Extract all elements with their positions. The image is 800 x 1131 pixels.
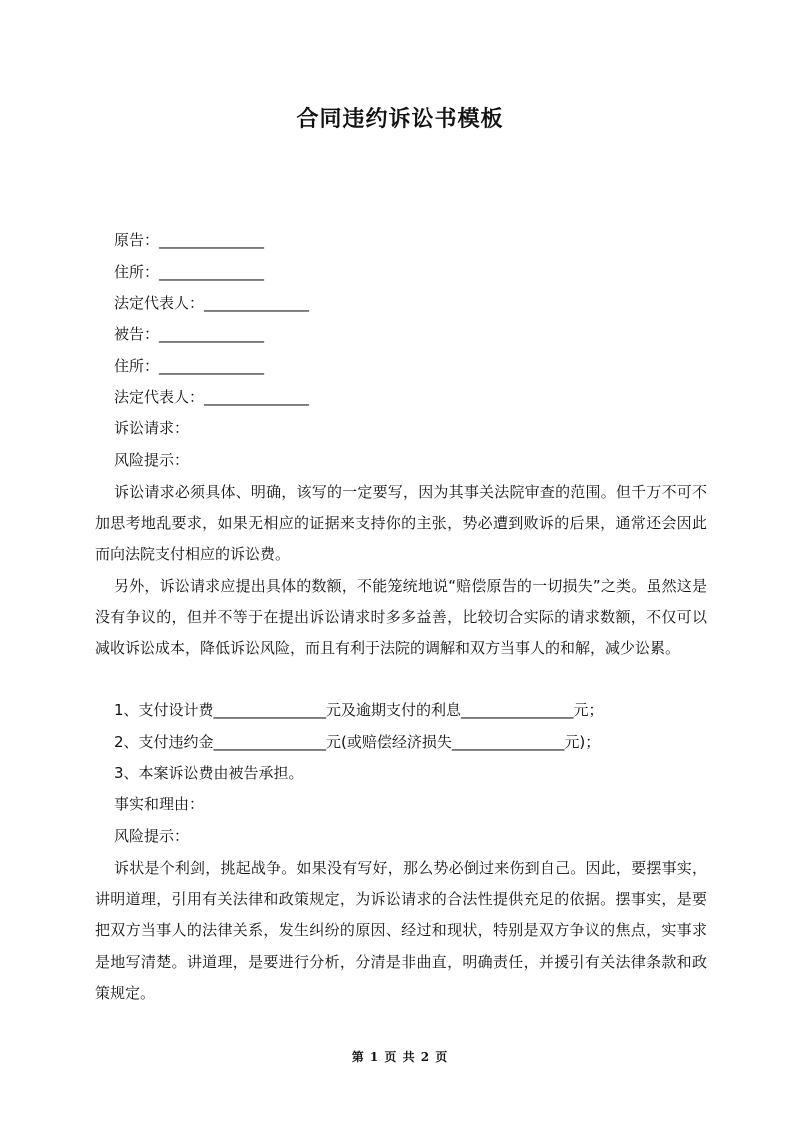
defendant-representative-label: 法定代表人： bbox=[114, 388, 205, 406]
risk-heading-2: 风险提示： bbox=[114, 827, 190, 845]
defendant-representative-blank: ______________ bbox=[204, 388, 310, 406]
defendant-address-blank: ______________ bbox=[159, 357, 265, 375]
plaintiff-representative-field bbox=[114, 293, 309, 313]
plaintiff-address-blank: ______________ bbox=[159, 263, 265, 281]
defendant-label: 被告： bbox=[114, 325, 160, 343]
facts-heading: 事实和理由： bbox=[114, 795, 205, 813]
plaintiff-address-label: 住所： bbox=[114, 263, 160, 281]
defendant-blank: ______________ bbox=[159, 325, 265, 343]
claim-item-2: 2、支付违约金_______________元(或赔偿经济损失_______________元)； bbox=[114, 733, 601, 751]
risk-paragraph-2: 另外，诉讼请求应提出具体的数额，不能笼统地说“赔偿原告的一切损失”之类。虽然这是没有争议的，但并不等于在提出诉讼请求时多多益善，比较切合实际的请求数额，不仅可以减收诉讼成本，降低诉讼风险，而且有利于法院的调解和双方当事人的和解，减少讼累。 bbox=[95, 577, 707, 658]
risk-heading-1: 风险提示： bbox=[114, 451, 190, 469]
defendant-address-field bbox=[114, 356, 264, 376]
defendant-field bbox=[114, 324, 264, 344]
claim-item-1: 1、支付设计费_______________元及逾期支付的利息_______________元； bbox=[114, 701, 604, 719]
plaintiff-representative-blank: ______________ bbox=[204, 294, 310, 312]
risk-paragraph-3: 诉状是个利剑，挑起战争。如果没有写好，那么势必倒过来伤到自己。因此，要摆事实，讲明道理，引用有关法律和政策规定，为诉讼请求的合法性提供充足的依据。摆事实，是要把双方当事人的法律关系，发生纠纷的原因、经过和现状，特别是双方争议的焦点，实事求是地写清楚。讲道理，是要进行分析，分清是非曲直，明确责任，并援引有关法律条款和政策规定。 bbox=[95, 859, 707, 1002]
defendant-address-label: 住所： bbox=[114, 357, 160, 375]
page-number: 第 1 页 共 2 页 bbox=[351, 1050, 449, 1064]
claim-item-3: 3、本案诉讼费由被告承担。 bbox=[114, 764, 304, 782]
plaintiff-field bbox=[114, 230, 264, 250]
claims-heading: 诉讼请求： bbox=[114, 419, 190, 437]
plaintiff-label: 原告： bbox=[114, 231, 160, 249]
plaintiff-address-field bbox=[114, 262, 264, 282]
document-title: 合同违约诉讼书模板 bbox=[296, 107, 504, 132]
risk-paragraph-1: 诉讼请求必须具体、明确，该写的一定要写，因为其事关法院审查的范围。但千万不可不加思考地乱要求，如果无相应的证据来支持你的主张，势必遭到败诉的后果，通常还会因此而向法院支付相应的诉讼费。 bbox=[95, 483, 707, 564]
defendant-representative-field bbox=[114, 387, 309, 407]
plaintiff-blank: ______________ bbox=[159, 231, 265, 249]
plaintiff-representative-label: 法定代表人： bbox=[114, 294, 205, 312]
